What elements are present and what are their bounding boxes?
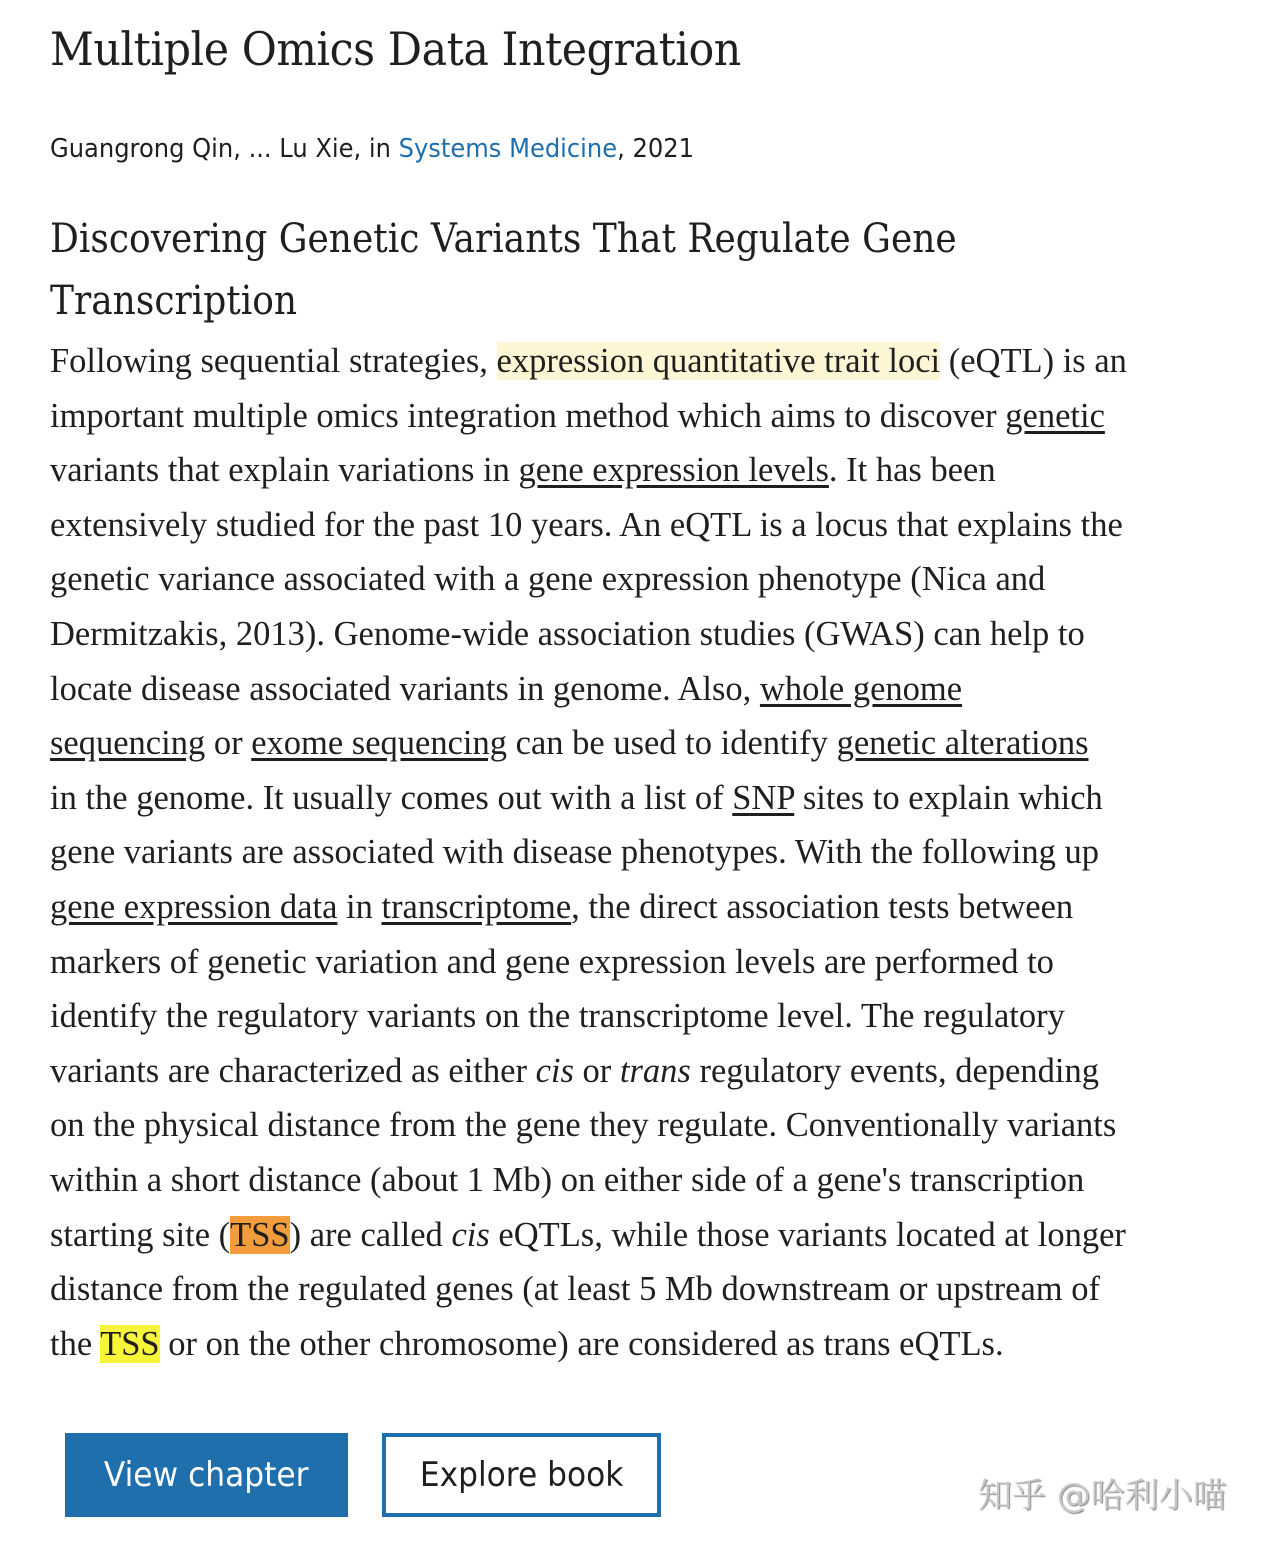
paragraph-line <box>50 1208 1127 1263</box>
text-segment: the <box>50 1324 101 1363</box>
explore-book-label: Explore book <box>419 1455 624 1495</box>
highlighted-term-link[interactable]: expression quantitative trait loci <box>496 342 941 380</box>
text-segment: . It has been <box>828 451 996 490</box>
text-segment: ) are called <box>289 1215 452 1254</box>
paragraph-line <box>50 1098 1127 1153</box>
explore-book-button[interactable] <box>382 1433 661 1517</box>
text-segment: cis <box>535 1051 574 1090</box>
term-link[interactable]: sequencing <box>50 724 206 763</box>
text-segment: Dermitzakis, 2013). Genome-wide association studies (GWAS) can help to <box>50 614 1085 653</box>
tss-highlight: TSS <box>230 1215 290 1254</box>
paragraph-line <box>50 1153 1127 1208</box>
text-segment: trans <box>619 1051 691 1090</box>
section-title: Discovering Genetic Variants That Regulate Gene Transcription <box>50 216 957 324</box>
text-segment: distance from the regulated genes (at least 5 Mb downstream or upstream of <box>50 1270 1100 1309</box>
text-segment: within a short distance (about 1 Mb) on either side of a gene's transcription <box>50 1160 1085 1199</box>
term-link[interactable]: transcriptome <box>381 887 572 926</box>
text-segment: , the direct association tests between <box>571 887 1074 926</box>
authors: Guangrong Qin, ... Lu Xie, in <box>50 134 399 164</box>
term-link[interactable]: gene expression data <box>50 887 338 926</box>
paragraph-line <box>50 825 1127 880</box>
paragraph-line <box>50 1317 1127 1372</box>
text-segment: gene variants are associated with disease phenotypes. With the following up <box>50 833 1099 872</box>
paragraph-line <box>50 1044 1127 1099</box>
watermark: 知乎 @哈利小喵 <box>978 1476 1227 1516</box>
text-segment: in the genome. It usually comes out with a list of <box>50 778 733 817</box>
text-segment: regulatory events, depending <box>690 1051 1099 1090</box>
term-link[interactable]: SNP <box>732 778 795 817</box>
text-segment: genetic variance associated with a gene expression phenotype (Nica and <box>50 560 1046 599</box>
term-link[interactable]: whole genome <box>759 669 963 708</box>
text-segment: extensively studied for the past 10 years. An eQTL is a locus that explains the <box>50 505 1123 544</box>
text-segment: markers of genetic variation and gene expression levels are performed to <box>50 942 1054 981</box>
text-segment: or <box>205 724 252 763</box>
paragraph-line <box>50 552 1127 607</box>
paragraph-line <box>50 1262 1127 1317</box>
text-segment: locate disease associated variants in genome. Also, <box>50 669 760 708</box>
text-segment: sites to explain which <box>794 778 1103 817</box>
view-chapter-button[interactable] <box>65 1433 348 1517</box>
paragraph-line <box>50 662 1127 717</box>
text-segment: in <box>337 887 382 926</box>
text-segment: Following sequential strategies, <box>50 342 497 380</box>
paragraph-line <box>50 880 1127 935</box>
term-link[interactable]: genetic alterations <box>836 724 1089 763</box>
text-segment: cis <box>451 1215 490 1254</box>
citation <box>50 134 694 164</box>
paragraph-line <box>50 334 1127 389</box>
source-link[interactable]: Systems Medicine <box>398 134 618 164</box>
year: , 2021 <box>617 134 695 164</box>
text-segment: eQTLs, while those variants located at longer <box>489 1215 1126 1254</box>
chapter-title: Multiple Omics Data Integration <box>50 22 741 76</box>
paragraph-line <box>50 989 1127 1044</box>
paragraph-line <box>50 607 1127 662</box>
view-chapter-label: View chapter <box>104 1455 309 1495</box>
paragraph-line <box>50 443 1127 498</box>
text-segment: or <box>573 1051 620 1090</box>
term-link[interactable]: gene expression levels <box>518 451 829 490</box>
paragraph-line <box>50 389 1127 444</box>
text-segment: can be used to identify <box>507 724 837 763</box>
paragraph-line <box>50 771 1127 826</box>
tss-highlight: TSS <box>100 1324 160 1363</box>
term-link[interactable]: exome sequencing <box>251 724 507 763</box>
paragraph-line <box>50 716 1127 771</box>
text-segment: identify the regulatory variants on the transcriptome level. The regulatory <box>50 997 1065 1036</box>
abstract-paragraph <box>50 334 1127 1371</box>
text-segment: or on the other chromosome) are considered as trans eQTLs. <box>159 1324 1004 1363</box>
paragraph-line <box>50 498 1127 553</box>
text-segment: variants are characterized as either <box>50 1051 536 1090</box>
term-link[interactable]: genetic <box>1005 396 1105 435</box>
text-segment: (eQTL) is an <box>940 342 1127 380</box>
paragraph-line <box>50 935 1127 990</box>
text-segment: on the physical distance from the gene they regulate. Conventionally variants <box>50 1106 1117 1145</box>
text-segment: variants that explain variations in <box>50 451 519 490</box>
text-segment: starting site ( <box>50 1215 231 1254</box>
text-segment: important multiple omics integration method which aims to discover <box>50 396 1006 435</box>
